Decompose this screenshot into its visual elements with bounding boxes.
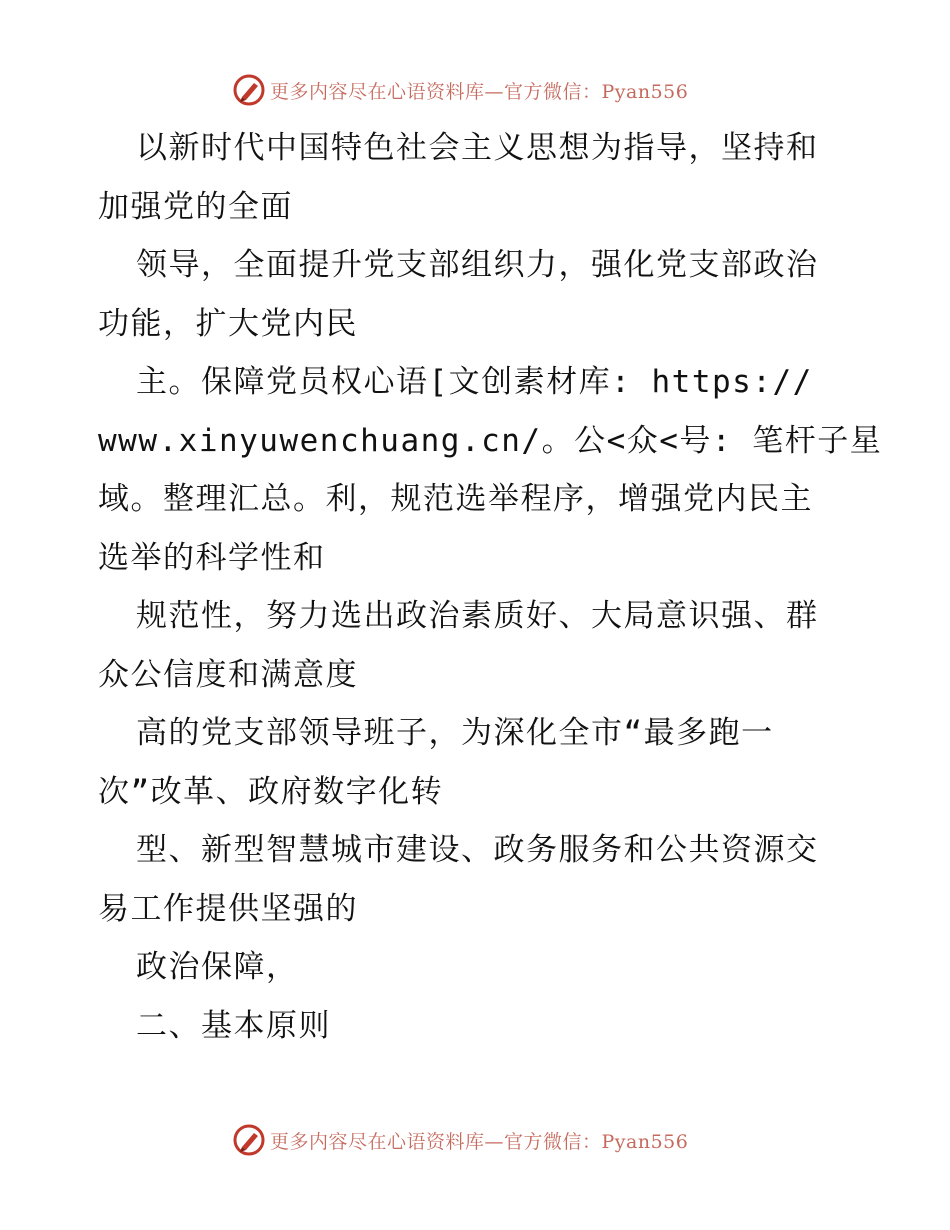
paragraph-line: 次”改革、政府数字化转: [98, 773, 444, 810]
paragraph-line: 众公信度和满意度: [98, 656, 358, 693]
paragraph-line: 加强党的全面: [98, 188, 293, 225]
section-heading: 二、基本原则: [136, 1007, 331, 1044]
watermark-header: [232, 72, 732, 108]
paragraph-line: www.xinyuwenchuang.cn/。公<众<号: 笔杆子星: [98, 422, 883, 459]
watermark-text: 更多内容尽在心语资料库—官方微信：Pyan556: [270, 80, 689, 103]
paragraph-line: 高的党支部领导班子，为深化全市“最多跑一: [136, 715, 774, 751]
paragraph-line: 主。保障党员权心语[文创素材库: https://: [136, 364, 813, 400]
paragraph-line: 型、新型智慧城市建设、政务服务和公共资源交: [136, 832, 819, 868]
paragraph-line: 功能，扩大党内民: [98, 305, 358, 342]
paragraph-line: 域。整理汇总。利，规范选举程序，增强党内民主: [98, 481, 813, 517]
pen-logo-icon: [232, 1123, 266, 1157]
paragraph-line: 选举的科学性和: [98, 539, 326, 576]
paragraph-line: 易工作提供坚强的: [98, 890, 358, 927]
pen-logo-icon: [232, 73, 266, 107]
paragraph-line: 政治保障，: [136, 949, 299, 985]
document-body: [98, 119, 883, 1055]
watermark-footer: [232, 1122, 732, 1158]
paragraph-line: 规范性，努力选出政治素质好、大局意识强、群: [136, 598, 819, 634]
paragraph-line: 以新时代中国特色社会主义思想为指导，坚持和: [136, 130, 819, 166]
watermark-text: 更多内容尽在心语资料库—官方微信：Pyan556: [270, 1130, 689, 1153]
paragraph-line: 领导，全面提升党支部组织力，强化党支部政治: [136, 247, 819, 283]
